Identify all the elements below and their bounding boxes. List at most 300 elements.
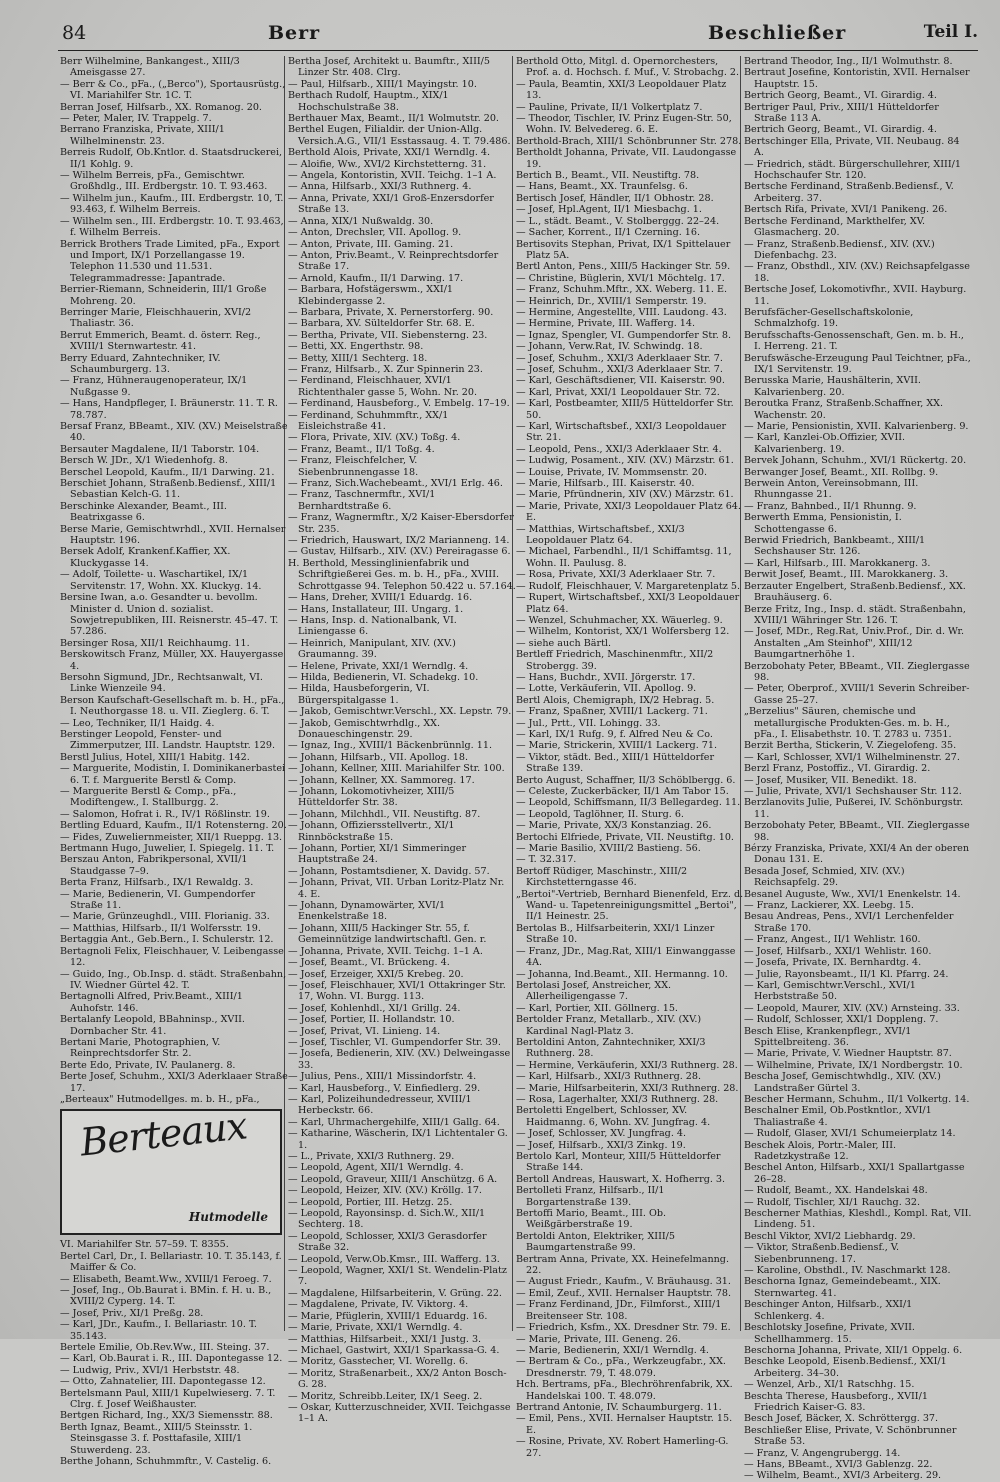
directory-entry: Bescher Hermann, Schuhm., II/1 Volkertg. 14.	[744, 1093, 970, 1105]
directory-entry: — Barbara, Hofstägerswm., XXI/1 Klebindergasse 2.	[288, 284, 454, 307]
directory-entry: — Josef, Privat, VI. Linieng. 14.	[288, 1025, 441, 1037]
directory-entry: — Friedrich, Ksfm., XX. Dresdner Str. 79. E.	[516, 1322, 731, 1334]
directory-entry: — Gustav, Hilfsarb., XIV. (XV.) Pereiragasse 6.	[288, 546, 511, 558]
directory-entry: — Magdalene, Private, IV. Viktorg. 4.	[288, 1299, 469, 1311]
directory-entry: — Josef, Tischler, VI. Gumpendorfer Str. 39.	[288, 1036, 501, 1048]
directory-entry: Bertsche Ferdinand, Straßenb.Bediensf., V. Arbeiterg. 37.	[744, 181, 954, 204]
directory-entry: — Josef, Fleischhauer, XVI/1 Ottakringer Str. 17, Wohn. VI. Burgg. 113.	[288, 979, 506, 1003]
directory-entry: — Karl, Postbeamter, XIII/5 Hütteldorfer Str. 50.	[516, 398, 734, 421]
directory-entry: — Josef, Schuhm., XXI/3 Aderklaaer Str. 7.	[516, 352, 723, 364]
directory-entry: — Heinrich, Manipulant, XIV. (XV.) Graumanng. 39.	[288, 637, 456, 661]
directory-entry: Beschek Alois, Portr.-Maler, III. Radetzkystraße 12.	[744, 1139, 897, 1162]
directory-entry: Bersohn Sigmund, JDr., Rechtsanwalt, VI. Linke Wienzeile 94.	[60, 671, 263, 695]
directory-entry: Berte Josef, Schuhm., XXI/3 Aderklaaer Straße 17.	[60, 1071, 288, 1094]
directory-entry: Berta Franz, Hilfsarb., IX/1 Rewaldg. 3.	[60, 877, 254, 889]
directory-entry: — Moritz, Straßenarbeit., XX/2 Anton Bosch-G. 28.	[288, 1367, 507, 1391]
directory-entry: — Karl, Hilfsarb., XXI/3 Ruthnerg. 28.	[516, 1071, 702, 1083]
directory-entry: — Sacher, Korrent., II/1 Czerning. 16.	[516, 227, 701, 239]
directory-entry: — Josefa, Bedienerin, XIV. (XV.) Delweingasse 33.	[288, 1048, 511, 1071]
directory-entry: — Karl, Privat, XXI/1 Leopoldauer Str. 72.	[516, 386, 720, 398]
directory-entry: Bertschinger Ella, Private, VII. Neubaug. 84 A.	[744, 135, 960, 159]
directory-entry: Bertaggia Ant., Geb.Bern., I. Schulerstr. 12.	[60, 934, 274, 946]
directory-entry: Beschel Anton, Hilfsarb., XXI/1 Spallartgasse 26–28.	[744, 1162, 965, 1185]
directory-entry: Bertsch Rifa, Private, XVI/1 Panikeng. 26.	[744, 204, 948, 216]
directory-entry: — Franz, Obsthdl., XIV. (XV.) Reichsapfelgasse 18.	[744, 261, 970, 284]
directory-entry: — Wilhelmine, Private, IX/1 Nordbergstr. 10.	[744, 1059, 963, 1071]
directory-entry: — Karl, Uhrmachergehilfe, XIII/1 Gallg. 64.	[288, 1116, 500, 1128]
directory-entry: — Jakob, Gemischtwrhdlg., XX. Donaueschingenstr. 29.	[288, 717, 441, 740]
directory-entry: Bertolas B., Hilfsarbeiterin, XXI/1 Linzer Straße 10.	[516, 922, 715, 946]
directory-entry: Berreis Rudolf, Ob.Kntlor. d. Staatsdruckerei, II/1 Kohlg. 9.	[60, 147, 283, 170]
directory-entry: — Josef, Beamt., VI. Brückeng. 4.	[288, 957, 450, 969]
directory-entry: — Josef, Hilfsarb., XXI/1 Wehlistr. 160.	[744, 945, 932, 957]
directory-entry: — Flora, Private, XIV. (XV.) Toßg. 4.	[288, 432, 461, 444]
directory-entry: — Marie, Pfründnerin, XIV (XV.) Märzstr. 61.	[516, 489, 734, 501]
directory-entry: — Peter, Oberprof., XVIII/1 Severin Schreiber-Gasse 25–27.	[744, 683, 970, 706]
directory-entry: Berzl Franz, Postoffiz., VI. Girardig. 2.	[744, 763, 931, 775]
directory-entry: — Julius, Pens., XIII/1 Missindorfstr. 4.	[288, 1071, 477, 1083]
directory-entry: Bersauter Magdalene, II/1 Taborstr. 104.	[60, 443, 260, 455]
directory-entry: Bertl Anton, Pens., XIII/5 Hackinger Str. 59.	[516, 261, 731, 273]
directory-entry: Besada Josef, Schmied, XIV. (XV.) Reichsapfelg. 29.	[744, 865, 905, 889]
directory-entry: Bertelsmann Paul, XIII/1 Kupelwieserg. 7. T. Clrg. f. Josef Weißhauster.	[60, 1387, 276, 1411]
directory-entry: Bertl Alois, Chemigraph, IX/2 Hebrag. 5.	[516, 694, 715, 706]
directory-entry: — Leopold, Agent, XII/1 Werndlg. 4.	[288, 1162, 464, 1174]
directory-entry: — Berr & Co., pFa., („Berco"), Sportausrüstg., VI. Mariahilfer Str. 1C. T.	[60, 78, 286, 102]
directory-entry: — Franz, Straßenb.Bediensf., XIV. (XV.) Diefenbachg. 23.	[744, 238, 935, 261]
directory-entry: — Wilhelm Berreis, pFa., Gemischtwr. Großhdlg., III. Erdbergstr. 10. T. 93.463.	[60, 170, 268, 193]
directory-entry: — Johann, Verw.Rat, IV. Schwindg. 18.	[516, 341, 703, 353]
directory-entry: — Magdalene, Hilfsarbeiterin, V. Grüng. 22.	[288, 1287, 502, 1299]
directory-entry: — Hans, Installateur, III. Ungarg. 1.	[288, 603, 464, 615]
directory-entry: — Karl, Portier, XII. Göllnerg. 15.	[516, 1002, 678, 1014]
directory-entry: Berrano Franziska, Private, XIII/1 Wilhelminenstr. 23.	[60, 124, 225, 147]
directory-entry: Berthe Johann, Schuhmmftr., V. Castelig. 6.	[60, 1456, 272, 1468]
directory-entry: Berstinger Leopold, Fenster- und Zimmerputzer, III. Landstr. Hauptstr. 129.	[60, 728, 276, 752]
directory-entry: — Leopold, Rayonsinsp. d. Sich.W., XII/1 Sechterg. 18.	[288, 1208, 486, 1231]
directory-entry: — Karoline, Obsthdl., IV. Naschmarkt 128.	[744, 1265, 951, 1277]
directory-entry: — Johann, Kellner, XX. Sammoreg. 17.	[288, 774, 475, 786]
directory-entry: — Johann, Lokomotivheizer, XIII/5 Hütteldorfer Str. 38.	[288, 786, 455, 809]
directory-entry: Besch Elise, Krankenpflegr., XVI/1 Spittelbreiteng. 36.	[744, 1025, 912, 1048]
directory-entry: Beschta Therese, Hausbeforg., XVII/1 Friedrich Kaiser-G. 83.	[744, 1390, 928, 1413]
directory-entry: — Oskar, Kutterzuschneider, XVII. Teichgasse 1–1 A.	[288, 1401, 511, 1425]
directory-entry: — Johann, Hilfsarb., VII. Apollog. 18.	[288, 751, 469, 763]
directory-entry: — Karl, Geschäftsdiener, VII. Kaiserstr. 90.	[516, 375, 725, 387]
directory-entry: — Josef, Schlosser, XV. Jungfrag. 4.	[516, 1128, 687, 1140]
directory-entry: — Viktor, Straßenb.Bediensf., V. Siebenbrunneng. 17.	[744, 1242, 900, 1265]
directory-entry: Berrut Emmerich, Beamt. d. österr. Reg., XVIII/1 Sternwartestr. 41.	[60, 329, 261, 353]
header-part: Teil I.	[923, 22, 978, 42]
directory-entry: Bertoffi Mario, Beamt., III. Ob. Weißgärberstraße 19.	[516, 1208, 667, 1231]
directory-entry: — Viktor, städt. Bed., XIII/1 Hütteldorfer Straße 139.	[516, 751, 715, 775]
directory-entry: — Johanna, Ind.Beamt., XII. Hermanng. 10.	[516, 968, 728, 980]
directory-entry: — Johann, Kellner, XIII. Mariahilfer Str. 100.	[288, 763, 505, 775]
directory-entry: Berth Ignaz, Beamt., XIII/5 Steinsstr. 1. Steinsgasse 3. f. Posttafasile, XIII/1 Stuwerdeng. 23.	[60, 1421, 253, 1456]
directory-entry: — Hilda, Hausbeforgerin, VI. Bürgerspitalgasse 1.	[288, 683, 430, 706]
directory-entry: — Leopold, Verw.Ob.Kmsr., III. Wafferg. 13.	[288, 1253, 500, 1265]
directory-entry: — Marie, Strickerin, XVIII/1 Lackerg. 71.	[516, 740, 718, 752]
directory-entry: — Franz, Sich.Wachebeamt., XVI/1 Erlg. 46.	[288, 478, 503, 490]
directory-entry: Bertochi Elfriede, Private, VII. Neustiftg. 10.	[516, 831, 734, 843]
directory-entry: — Johann, Postamtsdiener, X. Davidg. 57.	[288, 865, 490, 877]
directory-entry: — Marguerite, Modistin, I. Dominikanerbastei 6. T. f. Marguerite Berstl & Comp.	[60, 763, 286, 786]
directory-entry: Bersek Adolf, Krankenf.Kaffier, XX. Kluckygasse 14.	[60, 546, 231, 569]
directory-entry: — Johann, XIII/5 Hackinger Str. 55, f. Gemeinnützige landwirtschaftl. Gen. r.	[288, 922, 487, 946]
directory-entry: Bescherner Mathias, Kleshdl., Kompl. Rat, VII. Lindeng. 51.	[744, 1208, 972, 1231]
directory-entry: — Leopold, Schlosser, XXI/3 Gerasdorfer Straße 32.	[288, 1230, 487, 1254]
directory-entry: — Franz, Hilfsarb., X. Zur Spinnerin 23.	[288, 363, 483, 375]
directory-entry: — Aloifie, Ww., XVI/2 Kirchstetterng. 31.	[288, 158, 487, 170]
directory-entry: — Hans, Buchdr., XVII. Jörgerstr. 17.	[516, 671, 696, 683]
directory-entry: — Wilhelm jun., Kaufm., III. Erdbergstr. 10, T. 93.463, f. Wilhelm Berreis.	[60, 192, 284, 216]
directory-entry: — Guido, Ing., Ob.Insp. d. städt. Straßenbahn, IV. Wiedner Gürtel 42. T.	[60, 968, 287, 991]
directory-entry: — Hilda, Bedienerin, VI. Schadekg. 10.	[288, 671, 479, 683]
page-header	[58, 18, 978, 52]
directory-entry: — Ferdinand, Hausbeforg., V. Embelg. 17–19.	[288, 398, 510, 410]
directory-entry: — Heinrich, Dr., XVIII/1 Semperstr. 19.	[516, 295, 707, 307]
directory-entry: Bertolder Franz, Metallarb., XIV. (XV.) Kardinal Nagl-Platz 3.	[516, 1014, 702, 1037]
directory-entry: — Marie, Private, V. Wiedner Hauptstr. 87.	[744, 1048, 952, 1060]
directory-entry: Berzobohaty Peter, BBeamt., VII. Zieglergasse 98.	[744, 820, 970, 843]
directory-entry: — Rosa, Private, XXI/3 Aderklaaer Str. 7.	[516, 569, 716, 581]
directory-entry: — Bertram & Co., pFa., Werkzeugfabr., XX. Dresdnerstr. 79, T. 48.079.	[516, 1356, 726, 1379]
directory-entry: — Anna, Private, XXI/1 Groß-Enzersdorfer Straße 13.	[288, 192, 494, 216]
directory-entry: Bersinger Rosa, XII/1 Reichhaumg. 11.	[60, 637, 250, 649]
directory-entry: — Leopold, Schiffsmann, II/3 Bellegardeg. 11.	[516, 797, 741, 809]
directory-entry: — Karl, Polizeihundedresseur, XVIII/1 Herbeckstr. 66.	[288, 1093, 472, 1117]
directory-entry: — Angela, Kontoristin, XVII. Teichg. 1–1 A.	[288, 170, 497, 182]
directory-entry: „Berzelius" Säuren, chemische und metallurgische Produkten-Ges. m. b. H., pFa., I. Elisabethstr. 10. T. 2783 u. 7351.	[744, 706, 952, 740]
directory-entry: — L., städt. Beamt., V. Stolberggg. 22–24.	[516, 215, 720, 227]
directory-entry: Bertha Josef, Architekt u. Baumftr., XIII/5 Linzer Str. 408. Clrg.	[288, 56, 490, 79]
directory-entry: — Karl, IX/1 Rufg. 9, f. Alfred Neu & Co.	[516, 728, 713, 740]
directory-entry: Bertoletti Engelbert, Schlosser, XV. Haidmanng. 6, Wohn. XV. Jungfrag. 4.	[516, 1105, 711, 1128]
directory-entry: Berto August, Schaffner, II/3 Schöblbergg. 6.	[516, 774, 736, 786]
directory-entry: — Franz, Fleischfelcher, V. Siebenbrunnengasse 18.	[288, 455, 419, 478]
directory-entry: — Josef, Schuhm., XXI/3 Aderklaaer Str. 7.	[516, 363, 723, 375]
directory-entry: VI. Mariahilfer Str. 57–59. T. 8355.	[60, 1239, 229, 1251]
directory-entry: — Ludwig, Priv., XVI/1 Herbststr. 48.	[60, 1364, 240, 1376]
directory-entry: Bertsche Josef, Lokomotivfhr., XVII. Hayburg. 11.	[744, 284, 967, 307]
directory-entry: — Franz, Taschnermftr., XVI/1 Bernhardtstraße 6.	[288, 489, 436, 512]
directory-entry: — Karl, Schlosser, XVI/1 Wilhelminenstr. 27.	[744, 751, 960, 763]
directory-entry: — Marguerite Berstl & Comp., pFa., Modiftengew., I. Stallburgg. 2.	[60, 786, 237, 809]
directory-entry: — Salomon, Hofrat i. R., IV/1 Rößlinstr. 19.	[60, 808, 270, 820]
directory-entry: Beschlotsky Josefine, Private, XVII. Schellhammerg. 15.	[744, 1322, 915, 1345]
directory-entry: — Leo, Techniker, II/1 Haidg. 4.	[60, 717, 215, 729]
directory-entry: — Anton, Drechsler, VII. Apollog. 9.	[288, 227, 462, 239]
directory-entry: — Leopold, Heizer, XIV. (XV.) Kröllg. 17.	[288, 1185, 482, 1197]
directory-entry: Beschalner Emil, Ob.Postkntlor., XVI/1 Thaliastraße 4.	[744, 1105, 932, 1128]
directory-entry: Bertolleti Franz, Hilfsarb., II/1 Borgartenstraße 139.	[516, 1185, 665, 1208]
directory-entry: — Friedrich, städt. Bürgerschullehrer, XIII/1 Hochschaufer Str. 120.	[744, 158, 961, 182]
directory-entry: Berstl Julius, Hotel, XIII/1 Habitg. 142.	[60, 751, 250, 763]
directory-entry: — Leopold, Wagner, XXI/1 St. Wendelin-Platz 7.	[288, 1265, 507, 1288]
directory-entry: Berthold-Brach, XIII/1 Schönbrunner Str. 278.	[516, 135, 742, 147]
directory-entry: Bertoll Andreas, Hauswart, X. Hofherrg. 3.	[516, 1173, 726, 1185]
directory-entry: Bertholdt Johanna, Private, VII. Laudongasse 19.	[516, 147, 737, 170]
directory-entry: Berthold Alois, Private, XXI/1 Werndlg. 4.	[288, 147, 491, 159]
directory-entry: — Michael, Farbendhl., II/1 Schiffamtsg. 11, Wohn. II. Paulusg. 8.	[516, 546, 732, 569]
directory-entry: — Anton, Priv.Beamt., V. Reinprechtsdorfer Straße 17.	[288, 249, 499, 273]
directory-entry: — Betty, XIII/1 Sechterg. 18.	[288, 352, 428, 364]
directory-entry: Beschorna Johanna, Private, XII/1 Oppelg. 6.	[744, 1344, 963, 1356]
directory-entry: — Johann, Offiziersstellvertr., XI/1 Rinnböckstraße 15.	[288, 820, 455, 843]
directory-entry: — Johann, Dynamowärter, XVI/1 Enenkelstraße 18.	[288, 900, 446, 923]
directory-entry: — Karl, JDr., Kaufm., I. Bellariastr. 10. T. 35.143.	[60, 1319, 257, 1342]
directory-entry: — Rudolf, Fleischhauer, V. Margaretenplatz 5.	[516, 580, 741, 592]
directory-entry: — Josef, Kohlenhdl., XI/1 Grillg. 24.	[288, 1002, 461, 1014]
directory-entry: — Julie, Private, XVI/1 Sechshauser Str. 112.	[744, 786, 962, 797]
directory-entry: — Franz, Angest., II/1 Wehlistr. 160.	[744, 934, 921, 946]
directory-entry: Berse Marie, Gemischtwrhdl., XVII. Hernalser Hauptstr. 196.	[60, 523, 286, 547]
directory-entry: — Marie, Hilfsarb., III. Kaiserstr. 40.	[516, 478, 695, 490]
directory-entry: Berufsschafts-Genossenschaft, Gen. m. b. H., I. Herreng. 21. T.	[744, 329, 964, 353]
directory-entry: Berrick Brothers Trade Limited, pFa., Export und Import, IX/1 Porzellangasse 19. Telephon 11.530 und 11.531. Telegrammadresse: Japantrade.	[60, 238, 280, 284]
directory-entry: — Marie, Bedienerin, VI. Gumpendorfer Straße 11.	[60, 888, 256, 912]
advertisement-logo: Berteaux	[78, 1103, 249, 1165]
directory-entry: — Christine, Büglerin, XVI/1 Möchtelg. 17.	[516, 272, 725, 284]
directory-entry: Bertisovits Stephan, Privat, IX/1 Spittelauer Platz 5A.	[516, 238, 731, 261]
directory-entry: — Lotte, Verkäuferin, VII. Apollog. 9.	[516, 683, 697, 695]
directory-entry: — August Friedr., Kaufm., V. Bräuhausg. 31.	[516, 1276, 731, 1288]
directory-entry: Besau Andreas, Pens., XVI/1 Lerchenfelder Straße 170.	[744, 911, 954, 934]
directory-entry: — Franz, Spaßner, XVIII/1 Lackerg. 71.	[516, 706, 708, 718]
header-first-word: Berr	[268, 22, 321, 44]
directory-entry: — Karl, Wirtschaftsbef., XXI/3 Leopoldauer Str. 21.	[516, 421, 727, 444]
directory-entry: — Rosine, Private, XV. Robert Hamerling-G. 27.	[516, 1436, 729, 1459]
directory-entry: — Helene, Private, XXI/1 Werndlg. 4.	[288, 660, 469, 672]
directory-entry: — Bertha, Private, VII. Siebensterng. 23.	[288, 329, 488, 341]
directory-entry: Bertrich Georg, Beamt., VI. Girardig. 4.	[744, 90, 937, 102]
directory-entry: Bertoldini Anton, Zahntechniker, XXI/3 Ruthnerg. 28.	[516, 1036, 706, 1060]
directory-entry: — Katharine, Wäscherin, IX/1 Lichtentaler G. 1.	[288, 1128, 508, 1151]
directory-entry: — Josef, Hilfsarb., XXI/3 Zinkg. 19.	[516, 1139, 686, 1151]
directory-entry: — Franz, Beamt., II/1 Toßg. 4.	[288, 443, 435, 455]
directory-entry: Bertolasi Josef, Anstreicher, XX. Allerheiligengasse 7.	[516, 979, 672, 1003]
directory-entry: — Ferdinand, Fleischhauer, XVI/1 Richtenthaler gasse 5, Wohn. Nr. 20.	[288, 375, 478, 398]
directory-entry: — Josef, Musiker, VII. Benedikt. 18.	[744, 774, 917, 786]
directory-entry: Berze Fritz, Ing., Insp. d. städt. Straßenbahn, XVIII/1 Währinger Str. 126. T.	[744, 603, 966, 626]
directory-entry: Bersine Iwan, a.o. Gesandter u. bevollm. Minister d. Union d. sozialist. Sowjetrepubliken, III. Reisnerstr. 45–47. T. 57.286.	[60, 592, 279, 638]
directory-entry: Beschorna Ignaz, Gemeindebeamt., XIX. Sternwarteg. 41.	[744, 1276, 941, 1299]
directory-entry: — Fides, Zuweliernmeister, XII/1 Rueppg. 13.	[60, 831, 283, 843]
directory-entry: — Leopold, Pens., XXI/3 Aderklaaer Str. 4.	[516, 443, 722, 455]
header-rule	[58, 50, 978, 51]
directory-entry: Beschl Viktor, XVI/2 Liebhardg. 29.	[744, 1230, 916, 1242]
directory-entry: Bertgen Richard, Ing., XX/3 Siemensstr. 88.	[60, 1410, 273, 1422]
directory-entry: Berzauter Engelbert, Straßenb.Bediensf., XX. Brauhäuserg. 6.	[744, 580, 966, 604]
directory-entry: Berzit Bertha, Stickerin, V. Ziegelofeng. 35.	[744, 740, 957, 752]
directory-entry: — Jakob, Gemischtwr.Verschl., XX. Lepstr. 79.	[288, 706, 512, 718]
directory-entry: — Anna, XIX/1 Nußwaldg. 30.	[288, 215, 434, 227]
directory-entry: — Josef, Portier, II. Hollandstr. 10.	[288, 1014, 455, 1026]
directory-entry: — Johanna, Private, XVII. Teichg. 1–1 A.	[288, 945, 483, 957]
directory-entry: Berschel Leopold, Kaufm., II/1 Darwing. 21.	[60, 466, 275, 478]
directory-entry: — Marie, Hilfsarbeiterin, XXI/3 Ruthnerg. 28.	[516, 1082, 739, 1094]
directory-entry: Berszau Anton, Fabrikpersonal, XVII/1 Staudgasse 7–9.	[60, 854, 248, 877]
directory-entry: Berthold Otto, Mitgl. d. Opernorchesters, Prof. a. d. Hochsch. f. Muf., V. Strobachg. 2.	[516, 56, 740, 79]
directory-entry: Berusska Marie, Haushälterin, XVII. Kalvarienberg. 20.	[744, 375, 921, 398]
directory-entry: — Rosa, Lagerhalter, XXI/3 Ruthnerg. 28.	[516, 1093, 719, 1105]
directory-entry: Berskowitsch Franz, Müller, XX. Hauyergasse 4.	[60, 649, 284, 672]
directory-entry: Berthauer Max, Beamt., II/1 Wolmutstr. 20.	[288, 113, 499, 125]
directory-entry: — Marie, Bedienerin, XXI/1 Werndlg. 4.	[516, 1344, 709, 1356]
directory-entry: — Moritz, Schreibb.Leiter, IX/1 Seeg. 2.	[288, 1390, 483, 1402]
directory-entry: Bertich B., Beamt., VII. Neustiftg. 78.	[516, 170, 700, 182]
directory-entry: — Matthias, Hilfsarbeit., XXI/1 Justg. 3.	[288, 1333, 482, 1345]
directory-entry: — Anna, Hilfsarb., XXI/3 Ruthnerg. 4.	[288, 181, 472, 193]
directory-entry: — Ferdinand, Schuhmmftr., XX/1 Eisleichstraße 41.	[288, 409, 449, 432]
directory-entry: — Anton, Private, III. Gaming. 21.	[288, 238, 454, 250]
directory-entry: — Johann, Milchhdl., VII. Neustiftg. 87.	[288, 808, 481, 820]
directory-entry: — Hans, Insp. d. Nationalbank, VI. Liniengasse 6.	[288, 614, 457, 638]
directory-entry: — Leopold, Graveur, XIII/1 Anschützg. 6 A.	[288, 1173, 498, 1185]
directory-entry: Bertisch Josef, Händler, II/1 Obhostr. 28.	[516, 192, 714, 204]
directory-entry: — Marie, Private, XXI/1 Werndlg. 4.	[288, 1322, 463, 1334]
directory-entry: — Josef, Priv., XI/1 Preßg. 28.	[60, 1307, 204, 1319]
directory-entry: — Rudolf, Glaser, XVI/1 Schumeierplatz 14.	[744, 1128, 956, 1140]
directory-entry: — Karl, Hilfsarb., III. Marokkanerg. 3.	[744, 557, 931, 569]
directory-entry: — Josef, Hpl.Agent, II/1 Miesbachg. 1.	[516, 204, 702, 216]
directory-entry: — Emil, Zeuf., XVII. Hernalser Hauptstr. 78.	[516, 1287, 732, 1299]
directory-entry: Bertrich Georg, Beamt., VI. Girardig. 4.	[744, 124, 937, 136]
directory-entry: — Emil, Pens., XVII. Hernalser Hauptstr. 15. E.	[516, 1413, 733, 1436]
directory-entry: — Franz, Schuhm.Mftr., XX. Weberg. 11. E.	[516, 284, 727, 296]
directory-entry: — Wenzel, Arb., XI/1 Ratschhg. 15.	[744, 1379, 915, 1391]
directory-entry: — Hermine, Angestellte, VIII. Laudong. 43.	[516, 306, 727, 318]
directory-entry: — Franz, V. Angengrubergg. 14.	[744, 1447, 901, 1459]
directory-entry: Bertram Anna, Private, XX. Heinefelmanng. 22.	[516, 1253, 729, 1277]
directory-entry: — Michael, Gastwirt, XXI/1 Sparkassa-G. 4.	[288, 1344, 500, 1356]
directory-entry: — Otto, Zahnatelier, III. Dapontegasse 12.	[60, 1376, 266, 1388]
directory-entry: Berwid Friedrich, Bankbeamt., XIII/1 Sechshauser Str. 126.	[744, 535, 926, 558]
column-4	[744, 56, 972, 1482]
directory-entry: Beschke Leopold, Eisenb.Bediensf., XXI/1 Arbeiterg. 34–30.	[744, 1356, 947, 1379]
directory-entry: „Berteaux" Hutmodellges. m. b. H., pFa.,	[60, 1093, 260, 1105]
directory-entry: Bertani Marie, Photographien, V. Reinprechtsdorfer Str. 2.	[60, 1036, 221, 1060]
directory-entry: Bersaf Franz, BBeamt., XIV. (XV.) Meiselstraße 40.	[60, 421, 288, 444]
directory-entry: Bertling Eduard, Kaufm., II/1 Rotensterng. 20.	[60, 820, 287, 832]
directory-entry: — Marie, Pensionistin, XVII. Kalvarienberg. 9.	[744, 421, 969, 432]
directory-entry: Berschiet Johann, Straßenb.Bediensf., XIII/1 Sebastian Kelch-G. 11.	[60, 478, 277, 501]
directory-entry: — Hans, BBeamt., XVI/3 Gablenzg. 22.	[744, 1458, 933, 1470]
directory-entry: Bertrand Theodor, Ing., II/1 Wolmuthstr. 8.	[744, 56, 953, 67]
directory-entry: Bertleff Friedrich, Maschinenmftr., XII/2 Strobergg. 39.	[516, 649, 714, 672]
directory-entry: Beschließer Elise, Private, V. Schönbrunner Straße 53.	[744, 1424, 957, 1448]
directory-entry: — Leopold, Taglöhner, II. Sturg. 6.	[516, 808, 684, 820]
directory-entry: Besch Josef, Bäcker, X. Schröttergg. 37.	[744, 1413, 939, 1425]
directory-entry: — Leopold, Portier, III. Hetzg. 25.	[288, 1196, 453, 1208]
column-3	[516, 56, 744, 1459]
directory-entry: — Peter, Maler, IV. Trappelg. 7.	[60, 113, 212, 125]
directory-entry: Berwit Josef, Beamt., III. Marokkanerg. 3.	[744, 569, 949, 581]
directory-entry: — L., Private, XXI/3 Ruthnerg. 29.	[288, 1151, 455, 1162]
directory-entry: — Louise, Private, IV. Mommsenstr. 20.	[516, 466, 707, 478]
advertisement-subtitle: Hutmodelle	[188, 1209, 268, 1224]
directory-entry: Bertagnolli Alfred, Priv.Beamt., XIII/1 Auhofstr. 146.	[60, 991, 243, 1014]
directory-entry: — Matthias, Wirtschaftsbef., XXI/3 Leopoldauer Platz 64.	[516, 523, 685, 547]
directory-entry: — Johann, Portier, XI/1 Simmeringer Hauptstraße 24.	[288, 843, 467, 866]
directory-entry: — Moritz, Gasstecher, VI. Worellg. 6.	[288, 1356, 469, 1368]
directory-entry: — Ludwig, Posament., XIV. (XV.) Märzstr. 61.	[516, 455, 734, 467]
directory-entry: — Karl, Kanzlei-Ob.Offizier, XVII. Kalvarienberg. 19.	[744, 432, 906, 455]
directory-entry: — Wilhelm sen., III. Erdbergstr. 10. T. 93.463, f. Wilhelm Berreis.	[60, 215, 284, 239]
directory-entry: — Josef, Ing., Ob.Baurat i. BMin. f. H. u. B., XVIII/2 Cyperg. 14. T.	[60, 1285, 272, 1308]
directory-entry: — Marie Basilio, XVIII/2 Bastieng. 56.	[516, 843, 701, 855]
directory-entry: — Marie, Private, XX/3 Konstanziag. 26.	[516, 820, 712, 832]
directory-entry: — Hans, Dreher, XVIII/1 Eduardg. 16.	[288, 592, 473, 604]
directory-entry: — Franz, JDr., Mag.Rat, XIII/1 Einwanggasse 4A.	[516, 945, 736, 969]
directory-entry: Berringer Marie, Fleischhauerin, XVI/2 Thaliastr. 36.	[60, 306, 252, 330]
directory-entry: — Theodor, Tischler, IV. Prinz Eugen-Str. 50, Wohn. IV. Belvedereg. 6. E.	[516, 113, 732, 136]
directory-entry: — Rudolf, Tischler, XI/1 Rauchg. 32.	[744, 1196, 921, 1208]
directory-entry: Bescha Josef, Gemischtwhdlg., XIV. (XV.) Landstraßer Gürtel 3.	[744, 1071, 941, 1094]
directory-entry: — Barbara, XV. Sülteldorfer Str. 68. E.	[288, 318, 475, 330]
directory-entry: — Franz, Bahnbed., II/1 Rhunng. 9.	[744, 500, 917, 512]
directory-entry: — Hans, Handpfleger, I. Bräunerstr. 11. T. R. 78.787.	[60, 398, 278, 421]
directory-entry: — Rudolf, Beamt., XX. Handelskai 48.	[744, 1185, 928, 1197]
directory-entry: Berschinke Alexander, Beamt., III. Beatrixgasse 6.	[60, 500, 227, 524]
directory-entry: Bertagnoli Felix, Fleischhauer, V. Leibengasse 12.	[60, 945, 284, 969]
directory-entry: — Karl, Ob.Baurat i. R., III. Dapontegasse 12.	[60, 1353, 283, 1365]
directory-entry: — Julie, Rayonsbeamt., II/1 Kl. Pfarrg. 24.	[744, 968, 949, 980]
directory-entry: — Wenzel, Schuhmacher, XX. Wäuerleg. 9.	[516, 614, 723, 626]
directory-entry: — Franz, Wagnermftr., X/2 Kaiser-Ebersdorfer Str. 235.	[288, 512, 514, 535]
directory-entry: Bertolo Karl, Monteur, XIII/5 Hütteldorfer Straße 144.	[516, 1151, 721, 1174]
directory-entry: Berry Eduard, Zahntechniker, IV. Schaumburgerg. 13.	[60, 352, 221, 375]
directory-entry: Bertalanfy Leopold, BBahninsp., XVII. Dornbacher Str. 41.	[60, 1014, 245, 1037]
directory-entry: Bertrand Antonie, IV. Schaumburgerg. 11.	[516, 1401, 722, 1413]
directory-entry: — Matthias, Hilfsarb., II/1 Wolfersstr. 19.	[60, 922, 261, 934]
directory-entry: — Franz, Lackierer, XX. Leebg. 15.	[744, 900, 914, 912]
directory-entry: Beschinger Anton, Hilfsarb., XXI/1 Schlenkerg. 4.	[744, 1299, 913, 1322]
directory-entry: Berthach Rudolf, Hauptm., XIX/1 Hochschulstraße 38.	[288, 90, 449, 113]
directory-entry: — Ignaz, Ing., XVIII/1 Bäckenbrünnlg. 11.	[288, 740, 493, 752]
directory-entry: — Johann, Privat, VII. Urban Loritz-Platz Nr. 4. E.	[288, 877, 505, 900]
directory-entry: Berson Kaufschaft-Gesellschaft m. b. H., pFa., I. Neuthorgasse 18. u. VII. Zieglerg. 6. T.	[60, 694, 285, 718]
directory-entry: — Celeste, Zuckerbäcker, II/1 Am Tabor 15.	[516, 786, 729, 797]
directory-entry: H. Berthold, Messinglinienfabrik und Schriftgießerei Ges. m. b. H., pFa., XVIII. Schrottgasse 94. Telephon 50.422 u. 57.164.	[288, 557, 516, 592]
directory-entry: — Marie, Grünzeughdl., VIII. Florianig. 33.	[60, 911, 270, 923]
directory-entry: — Franz Ferdinand, JDr., Filmforst., XIII/1 Breitenseer Str. 108.	[516, 1299, 722, 1322]
directory-entry: Beroutka Franz, Straßenb.Schaffner, XX. Wachenstr. 20.	[744, 398, 944, 421]
directory-entry: — Wilhelm, Kontorist, XX/1 Wolfersberg 12.	[516, 626, 730, 638]
directory-entry: — Rudolf, Schlosser, XXI/1 Doppleng. 7.	[744, 1014, 939, 1026]
directory-entry: — Marie, Pfüglerin, XVIII/1 Eduardg. 16.	[288, 1310, 488, 1322]
directory-entry: — Karl, Gemischtwr.Verschl., XVI/1 Herbststraße 50.	[744, 979, 916, 1003]
directory-entry: — Paul, Hilfsarb., XIII/1 Mayingstr. 10.	[288, 78, 477, 90]
directory-entry: Bertraut Josefine, Kontoristin, XVII. Hernalser Hauptstr. 15.	[744, 67, 970, 90]
directory-entry: — Josefa, Private, IX. Bernhardtg. 4.	[744, 957, 922, 969]
directory-entry: — siehe auch Bärtl.	[516, 637, 612, 649]
directory-entry: Bervek Johann, Schuhm., XVI/1 Rückertg. 20.	[744, 455, 967, 467]
directory-entry: Berthel Eugen, Filialdir. der Union-Allg. Versich.A.G., VII/1 Esstassaug. 4. T. 79.486.	[288, 124, 511, 147]
directory-entry: — Jul., Prtt., VII. Lohingg. 33.	[516, 717, 661, 729]
directory-entry: — Josef, MDr., Reg.Rat, Univ.Prof., Dir. d. Wr. Anstalten „Am Steinhof", XIII/12 Baumgartnerhöhe 1.	[744, 626, 965, 661]
directory-entry: — Hermine, Verkäuferin, XXI/3 Ruthnerg. 28.	[516, 1059, 738, 1071]
directory-entry: Bertoldi Anton, Elektriker, XIII/5 Baumgartenstraße 99.	[516, 1230, 676, 1254]
directory-entry: — T. 32.317.	[516, 854, 577, 866]
directory-entry: — Rupert, Wirtschaftsbef., XXI/3 Leopoldauer Platz 64.	[516, 592, 740, 615]
directory-entry: — Hans, Beamt., XX. Traunfelsg. 6.	[516, 181, 688, 193]
berteaux-advertisement	[60, 1103, 282, 1235]
directory-entry: — Paula, Beamtin, XXI/3 Leopoldauer Platz 13.	[516, 78, 727, 102]
page-number: 84	[62, 22, 87, 44]
directory-entry: Berufsfächer-Gesellschaftskolonie, Schmalzhofg. 19.	[744, 306, 914, 330]
directory-entry: Bérzy Franziska, Private, XXI/4 An der oberen Donau 131. E.	[744, 843, 970, 866]
